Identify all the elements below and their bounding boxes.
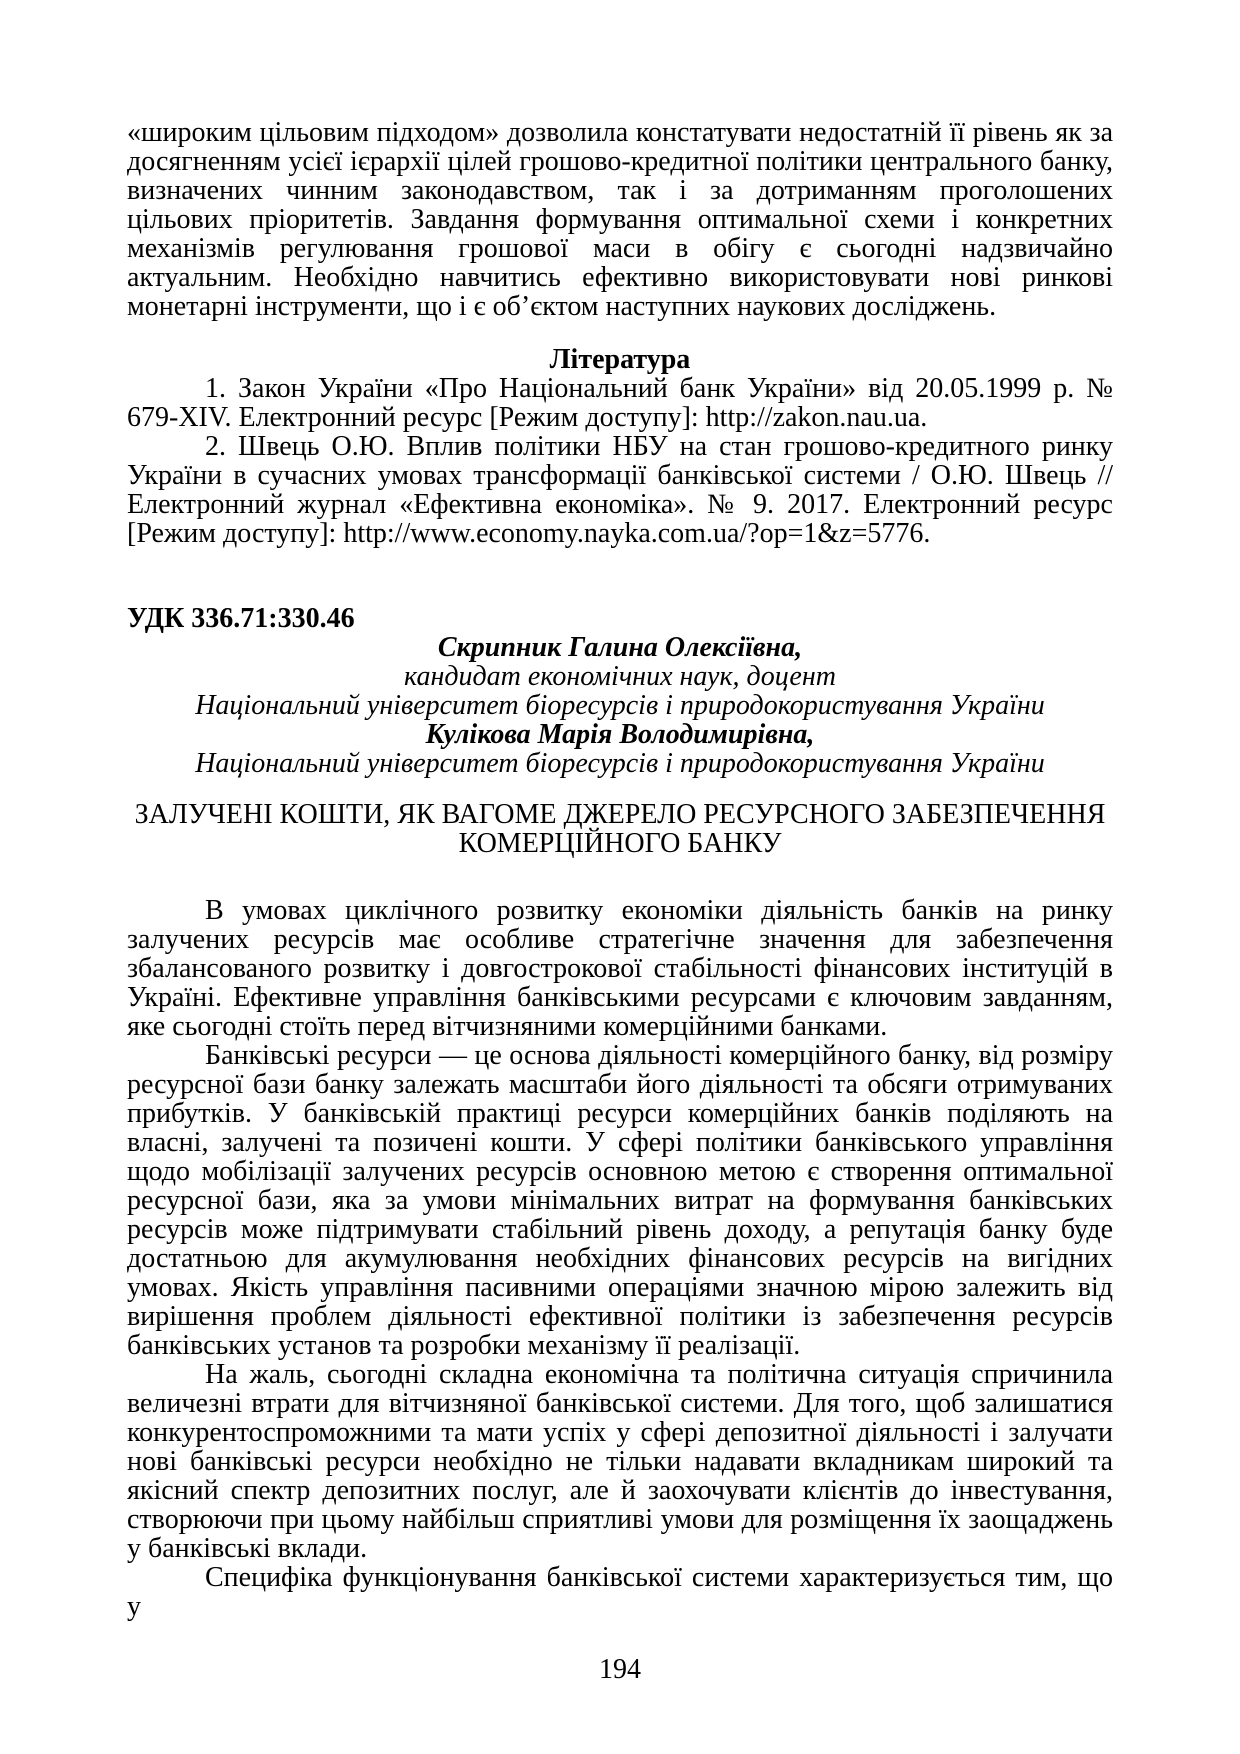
author-1-affiliation: Національний університет біоресурсів і природокористування України (195, 690, 1045, 721)
author-1-name: Скрипник Галина Олексіївна, (437, 632, 803, 663)
author-2-name: Кулікова Марія Володимирівна, (425, 719, 815, 750)
authors-block (127, 633, 1113, 778)
references-heading: Література (549, 344, 691, 375)
continuation-paragraph: «широким цільовим підходом» дозволила констатувати недостатній її рівень як за досягненням усієї ієрархії цілей грошово-кредитної політики центрального банку, визначених чинним законодавством, так і за дотриманням проголошених цільових пріоритетів. Завдання формування оптимальної схеми і конкретних механізмів регулювання грошової маси в обігу є сьогодні надзвичайно актуальним. Необхідно навчитись ефективно використовувати нові ринкові монетарні інструменти, що і є об’єктом наступних наукових досліджень. (127, 117, 1113, 322)
body-paragraph-2: Банківські ресурси — це основа діяльності комерційного банку, від розміру ресурсної бази банку залежать масштаби його діяльності та обсяги отримуваних прибутків. У банківській практиці ресурси комерційних банків поділяють на власні, залучені та позичені кошти. У сфері політики банківського управління щодо мобілізації залучених ресурсів основною метою є створення оптимальної ресурсної бази, яка за умови мінімальних витрат на формування банківських ресурсів може підтримувати стабільний рівень доходу, а репутація банку буде достатньою для акумулювання необхідних фінансових ресурсів на вигідних умовах. Якість управління пасивними операціями значною мірою залежить від вирішення проблем діяльності ефективної політики із забезпечення ресурсів банківських установ та розробки механізму її реалізації. (127, 1040, 1113, 1361)
body-paragraph-4: Специфіка функціонування банківської системи характеризується тим, що у (127, 1562, 1113, 1622)
author-1-degree: кандидат економічних наук, доцент (404, 661, 836, 692)
body-paragraph-1: В умовах циклічного розвитку економіки діяльність банків на ринку залучених ресурсів має особливе стратегічне значення для забезпечення збалансованого розвитку і довгострокової стабільності фінансових інституцій в Україні. Ефективне управління банківськими ресурсами є ключовим завданням, яке сьогодні стоїть перед вітчизняними комерційними банками. (127, 895, 1113, 1042)
page-number: 194 (599, 1654, 641, 1685)
reference-item-1: 1. Закон України «Про Національний банк України» від 20.05.1999 р. № 679-XIV. Електронний ресурс [Режим доступу]: http://zakon.nau.ua. (127, 373, 1113, 433)
udc-code: УДК 336.71:330.46 (127, 603, 355, 634)
reference-item-2: 2. Швець О.Ю. Вплив політики НБУ на стан грошово-кредитного ринку України в сучасних умовах трансформації банківської системи / О.Ю. Швець // Електронний журнал «Ефективна економіка». № 9. 2017. Електронний ресурс [Режим доступу]: http://www.economy.nayka.com.ua/?op=1&z=5776. (127, 431, 1113, 549)
author-2-affiliation: Національний університет біоресурсів і природокористування України (195, 748, 1045, 779)
body-paragraph-3: На жаль, сьогодні складна економічна та політична ситуація спричинила величезні втрати для вітчизняної банківської системи. Для того, щоб залишатися конкурентоспроможними та мати успіх у сфері депозитної діяльності і залучати нові банківські ресурси необхідно не тільки надавати вкладникам широкий та якісний спектр депозитних послуг, але й заохочувати клієнтів до інвестування, створюючи при цьому найбільш сприятливі умови для розміщення їх заощаджень у банківські вклади. (127, 1359, 1113, 1564)
article-title: ЗАЛУЧЕНІ КОШТИ, ЯК ВАГОМЕ ДЖЕРЕЛО РЕСУРСНОГО ЗАБЕЗПЕЧЕННЯ КОМЕРЦІЙНОГО БАНКУ (134, 799, 1106, 859)
